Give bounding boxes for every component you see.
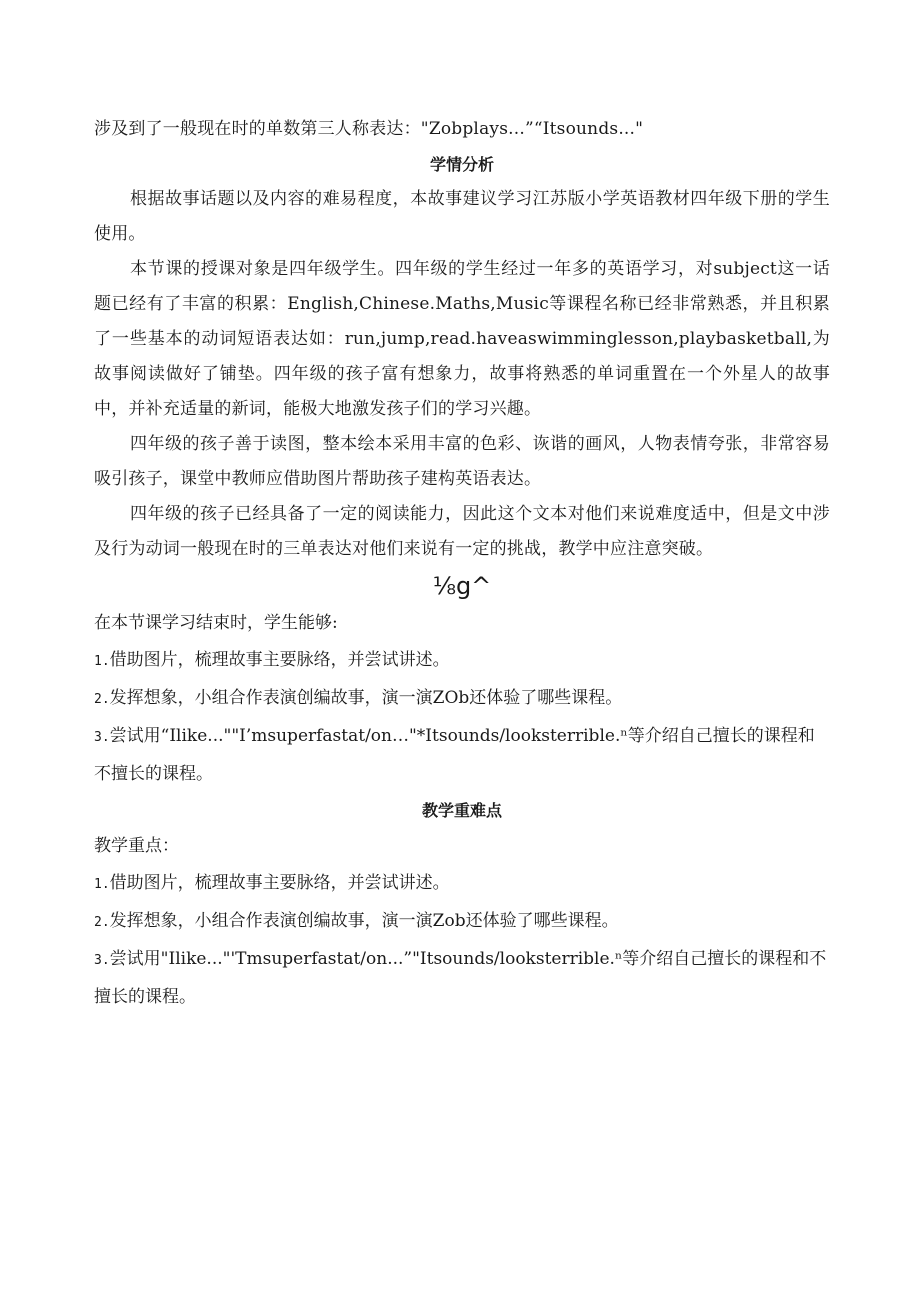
document-page bbox=[94, 112, 830, 1016]
objective-item-3-text: 尝试用“Ilike...""I’msuperfastat/on…"*Itsounds/looksterrible.ⁿ等介绍自己擅长的课程和不擅长的课程。 bbox=[94, 726, 815, 784]
objective-item-1 bbox=[94, 642, 830, 680]
objective-item-3-number: 3. bbox=[94, 730, 110, 745]
keypoint-item-1-number: 1. bbox=[94, 877, 110, 892]
objectives-lead: 在本节课学习结束时，学生能够: bbox=[94, 613, 338, 633]
keypoints-heading: 教学重难点 bbox=[421, 801, 502, 820]
keypoint-item-2-number: 2. bbox=[94, 915, 110, 930]
analysis-paragraph-4: 四年级的孩子已经具备了一定的阅读能力，因此这个文本对他们来说难度适中，但是文中涉及行为动词一般现在时的三单表达对他们来说有一定的挑战，教学中应注意突破。 bbox=[94, 504, 830, 559]
analysis-paragraph-3: 四年级的孩子善于读图，整本绘本采用丰富的色彩、诙谐的画风，人物表情夸张，非常容易吸引孩子，课堂中教师应借助图片帮助孩子建构英语表达。 bbox=[94, 434, 830, 489]
objective-item-1-number: 1. bbox=[94, 654, 110, 669]
keypoint-item-1-text: 借助图片，梳理故事主要脉络，并尝试讲述。 bbox=[109, 873, 450, 893]
keypoint-item-1 bbox=[94, 865, 830, 903]
keypoint-item-2-text: 发挥想象，小组合作表演创编故事，演一演Zob还体验了哪些课程。 bbox=[109, 911, 619, 931]
analysis-paragraph-2: 本节课的授课对象是四年级学生。四年级的学生经过一年多的英语学习，对subject这一话题已经有了丰富的积累：English,Chinese.Maths,Music等课程名称已经非常熟悉，并且积累了一些基本的动词短语表达如：run,jump,read.haveaswimminglesson,playbasketball,为故事阅读做好了铺垫。四年级的孩子富有想象力，故事将熟悉的单词重置在一个外星人的故事中，并补充适量的新词，能极大地激发孩子们的学习兴趣。 bbox=[94, 259, 830, 419]
objective-item-2-text: 发挥想象，小组合作表演创编故事，演一演ZOb还体验了哪些课程。 bbox=[109, 688, 623, 708]
keypoints-lead: 教学重点： bbox=[94, 836, 179, 856]
objective-item-2 bbox=[94, 680, 830, 718]
intro-line: 涉及到了一般现在时的单数第三人称表达："Zobplays...”“Itsounds..." bbox=[94, 119, 644, 139]
keypoint-item-3-number: 3. bbox=[94, 953, 110, 968]
objectives-heading: ⅛g^ bbox=[432, 572, 492, 600]
keypoint-item-3 bbox=[94, 941, 830, 1016]
keypoint-item-3-text: 尝试用"Ilike..."'Tmsuperfastat/on...”"Itsounds/looksterrible.ⁿ等介绍自己擅长的课程和不擅长的课程。 bbox=[94, 949, 827, 1007]
objective-item-3 bbox=[94, 718, 830, 793]
objective-item-2-number: 2. bbox=[94, 692, 110, 707]
analysis-paragraph-1: 根据故事话题以及内容的难易程度，本故事建议学习江苏版小学英语教材四年级下册的学生使用。 bbox=[94, 189, 830, 244]
keypoint-item-2 bbox=[94, 903, 830, 941]
objective-item-1-text: 借助图片，梳理故事主要脉络，并尝试讲述。 bbox=[109, 650, 450, 670]
analysis-heading: 学情分析 bbox=[429, 155, 494, 174]
